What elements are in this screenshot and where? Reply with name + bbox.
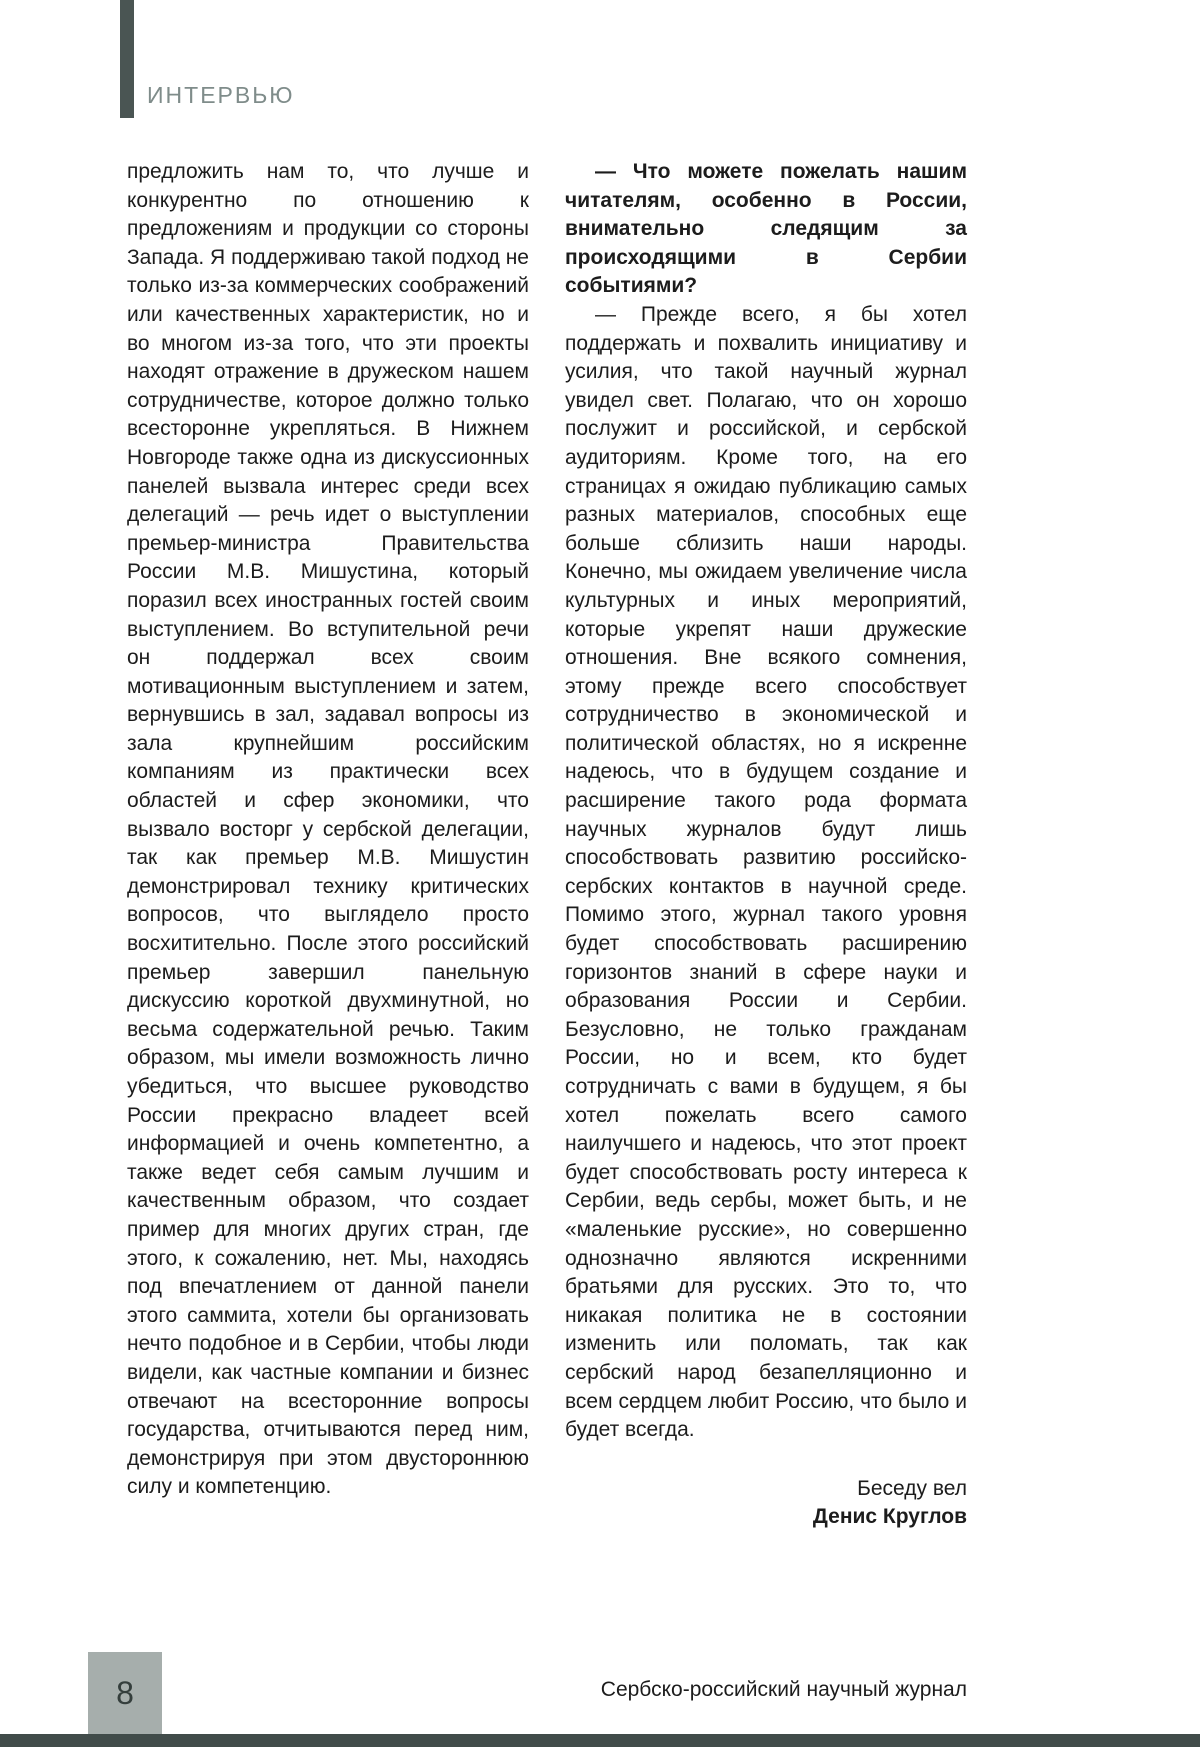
byline — [565, 1475, 967, 1532]
footer-journal-title: Сербско-российский научный журнал — [600, 1678, 967, 1701]
right-column — [565, 158, 967, 1532]
section-label: ИНТЕРВЬЮ — [147, 82, 295, 108]
interview-answer: — Прежде всего, я бы хотел поддержать и похвалить инициативу и усилия, что такой научный журнал увидел свет. Полагаю, что он хорошо послужит и российской, и сербской аудиториям. Кроме того, на его страницах я ожидаю публикацию самых разных материалов, способных еще больше сблизить наши народы. Конечно, мы ожидаем увеличение числа культурных и иных мероприятий, которые укрепят наши дружеские отношения. Вне всякого сомнения, этому прежде всего способствует сотрудничество в экономической и политической областях, но я искренне надеюсь, что в будущем создание и расширение такого рода формата научных журналов будут лишь способствовать развитию российско-сербских контактов в научной среде. Помимо этого, журнал такого уровня будет способствовать расширению горизонтов знаний в сфере науки и образования России и Сербии. Безусловно, не только гражданам России, но и всем, кто будет сотрудничать с вами в будущем, я бы хотел пожелать всего самого наилучшего и надеюсь, что этот проект будет способствовать росту интереса к Сербии, ведь сербы, может быть, и не «маленькие русские», но совершенно однозначно являются искренними братьями для русских. Это то, что никакая политика не в состоянии изменить или поломать, так как сербский народ безапелляционно и всем сердцем любит Россию, что было и будет всегда. — [565, 302, 967, 1442]
article-body — [127, 158, 967, 1532]
interview-question: — Что можете пожелать нашим читателям, особенно в России, внимательно следящим за происходящими в Сербии событиями? — [565, 160, 967, 298]
byline-role: Беседу вел — [857, 1476, 967, 1500]
page-number: 8 — [116, 1675, 134, 1711]
byline-name: Денис Круглов — [812, 1505, 967, 1529]
page-number-box — [88, 1652, 162, 1735]
bottom-accent-bar — [0, 1734, 1200, 1747]
left-column — [127, 158, 529, 1532]
top-accent-bar — [120, 0, 134, 118]
left-column-paragraph: предложить нам то, что лучше и конкурентно по отношению к предложениям и продукции со стороны Запада. Я поддерживаю такой подход не только из-за коммерческих соображений или качественных характеристик, но и во многом из-за того, что эти проекты находят отражение в дружеском нашем сотрудничестве, которое должно только всесторонне укрепляться. В Нижнем Новгороде также одна из дискуссионных панелей вызвала интерес среди всех делегаций — речь идет о выступлении премьер-министра Правительства России М.В. Мишустина, который поразил всех иностранных гостей своим выступлением. Во вступительной речи он поддержал всех своим мотивационным выступлением и затем, вернувшись в зал, задавал вопросы из зала крупнейшим российским компаниям из практически всех областей и сфер экономики, что вызвало восторг у сербской делегации, так как премьер М.В. Мишустин демонстрировал технику критических вопросов, что выглядело просто восхитительно. После этого российский премьер завершил панельную дискуссию короткой двухминутной, но весьма содержательной речью. Таким образом, мы имели возможность лично убедиться, что высшее руководство России прекрасно владеет всей информацией и очень компетентно, а также ведет себя самым лучшим и качественным образом, что создает пример для многих других стран, где этого, к сожалению, нет. Мы, находясь под впечатлением от данной панели этого саммита, хотели бы организовать нечто подобное и в Сербии, чтобы люди видели, как частные компании и бизнес отвечают на всесторонние вопросы государства, отчитываются перед ним, демонстрируя при этом двустороннюю силу и компетенцию. — [127, 160, 529, 1499]
